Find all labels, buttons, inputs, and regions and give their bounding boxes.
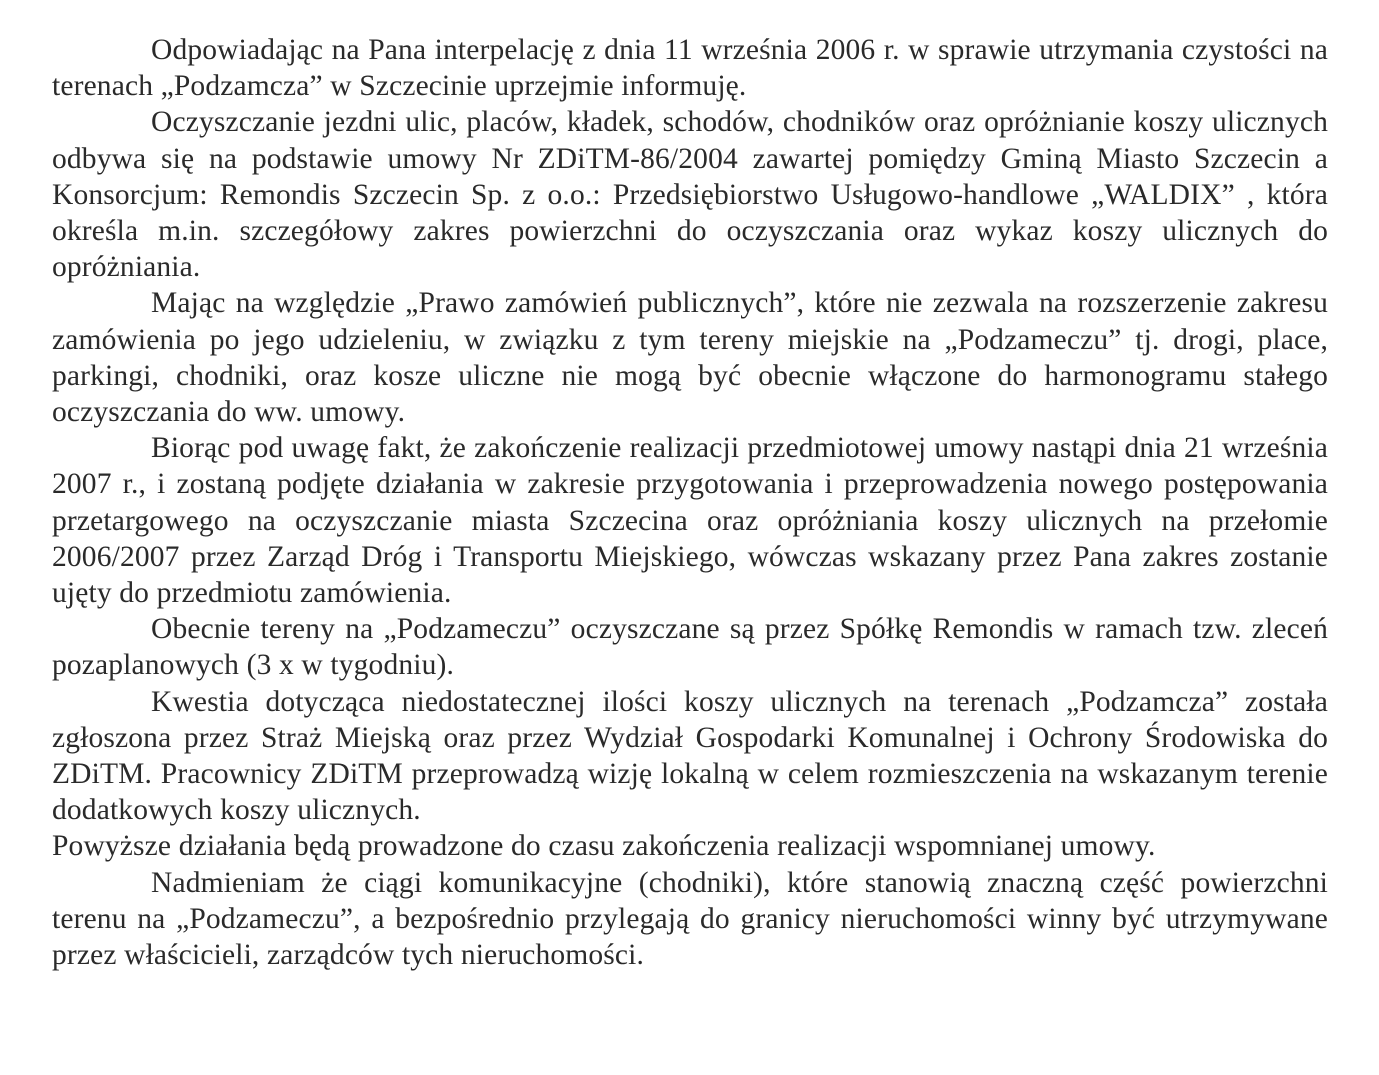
paragraph-public-procurement-law: Mając na względzie „Prawo zamówień publicznych”, które nie zezwala na rozszerzenie zakresu zamówienia po jego udzieleniu, w związku z tym tereny miejskie na „Podzameczu” tj. drogi, place, parkingi, chodniki, oraz kosze uliczne nie mogą być obecnie włączone do harmonogramu stałego oczyszczania do ww. umowy. — [52, 287, 1328, 429]
paragraph-street-bins: Kwestia dotycząca niedostatecznej ilości koszy ulicznych na terenach „Podzamcza” została zgłoszona przez Straż Miejską oraz przez Wydział Gospodarki Komunalnej i Ochrony Środowiska do ZDiTM. Pracownicy ZDiTM przeprowadzą wizję lokalną w celem rozmieszczenia na wskazanym terenie dodatkowych koszy ulicznych. — [52, 685, 1328, 827]
paragraph-sidewalks-owners: Nadmieniam że ciągi komunikacyjne (chodniki), które stanowią znaczną część powierzchni terenu na „Podzameczu”, a bezpośrednio przylegają do granicy nieruchomości winny być utrzymywane przez właścicieli, zarządców tych nieruchomości. — [52, 866, 1328, 972]
paragraph-new-tender: Biorąc pod uwagę fakt, że zakończenie realizacji przedmiotowej umowy nastąpi dnia 21 września 2007 r., i zostaną podjęte działania w zakresie przygotowania i przeprowadzenia nowego postępowania przetargowego na oczyszczanie miasta Szczecina oraz opróżniania koszy ulicznych na przełomie 2006/2007 przez Zarząd Dróg i Transportu Miejskiego, wówczas wskazany przez Pana zakres zostanie ujęty do przedmiotu zamówienia. — [52, 432, 1328, 610]
paragraph-cleaning-contract: Oczyszczanie jezdni ulic, placów, kładek, schodów, chodników oraz opróżnianie koszy ulicznych odbywa się na podstawie umowy Nr ZDiTM-86/2004 zawartej pomiędzy Gminą Miasto Szczecin a Konsorcjum: Remondis Szczecin Sp. z o.o.: Przedsiębiorstwo Usługowo-handlowe „WALDIX” , która określa m.in. szczegółowy zakres powierzchni do oczyszczania oraz wykaz koszy ulicznych do opróżniania. — [52, 106, 1328, 284]
paragraph-interpellation-reply: Odpowiadając na Pana interpelację z dnia 11 września 2006 r. w sprawie utrzymania czystości na terenach „Podzamcza” w Szczecinie uprzejmie informuję. — [52, 34, 1328, 103]
paragraph-current-cleaning: Obecnie tereny na „Podzameczu” oczyszczane są przez Spółkę Remondis w ramach tzw. zleceń pozaplanowych (3 x w tygodniu). — [52, 613, 1328, 682]
document-page — [52, 32, 1328, 973]
paragraph-actions-continue: Powyższe działania będą prowadzone do czasu zakończenia realizacji wspomnianej umowy. — [52, 830, 1156, 863]
